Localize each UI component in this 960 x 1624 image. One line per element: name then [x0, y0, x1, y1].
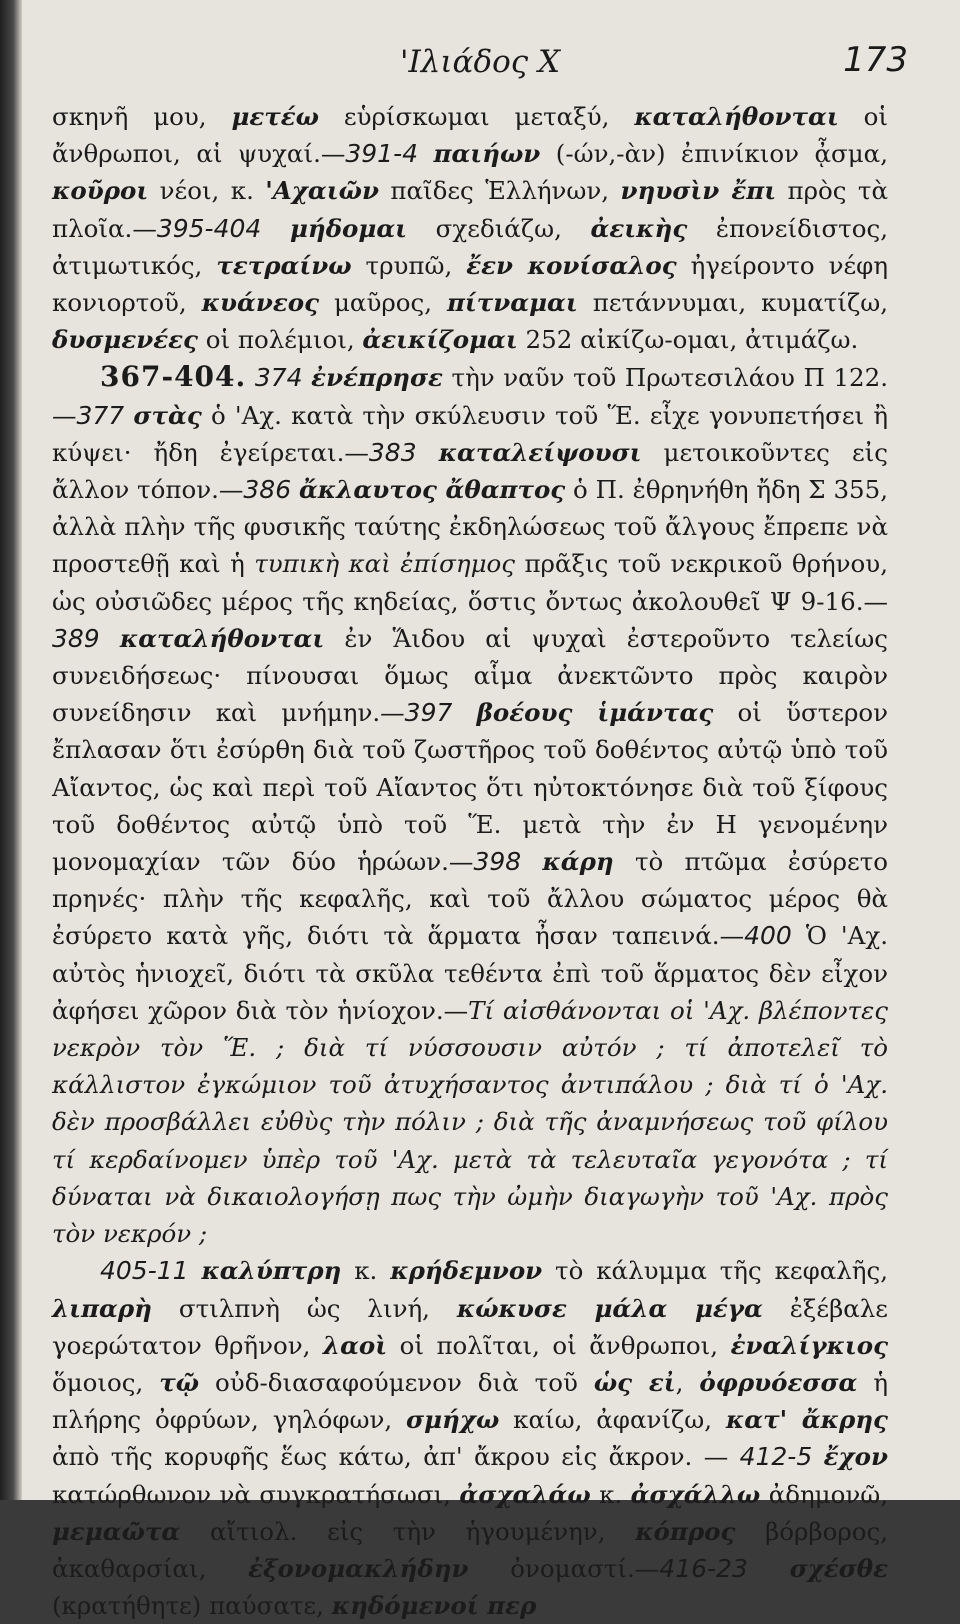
bold-term: ὀφρυόεσσα: [699, 1367, 858, 1397]
paragraph: 367-404. 374 ἐνέπρησε τὴν ναῦν τοῦ Πρωτεσιλάου Π 122.—377 στὰς ὁ 'Αχ. κατὰ τὴν σκύλευσιν τοῦ Ἕ. εἶχε γονυπετήσει ἢ κύψει· ἤδη ἐγείρεται.—383 καταλείψουσι μετοικοῦντες εἰς ἄλλον τόπον.—386 ἄκλαυτος ἄθαπτος ὁ Π. ἐθρηνήθη ἤδη Σ 355, ἀλλὰ πλὴν τῆς φυσικῆς ταύτης ἐκδηλώσεως τοῦ ἄλγους ἔπρεπε νὰ προστεθῇ καὶ ἡ τυπικὴ καὶ ἐπίσημος πρᾶξις τοῦ νεκρικοῦ θρήνου, ὡς οὐσιῶδες μέρος τῆς κηδείας, ὅστις ὄντως ἀκολουθεῖ Ψ 9-16.—389 καταλήθονται ἐν Ἅιδου αἱ ψυχαὶ ἐστεροῦντο τελείως συνειδήσεως· πίνουσαι ὅμως αἷμα ἀνεκτῶντο πρὸς καιρὸν συνείδησιν καὶ μνήμην.—397 βοέους ἱμάντας οἱ ὕστερον ἔπλασαν ὅτι ἐσύρθη διὰ τοῦ ζωστῆρος τοῦ δοθέντος αὐτῷ ὑπὸ τοῦ Αἴαντος, ὡς καὶ περὶ τοῦ Αἴαντος ὅτι ηὐτοκτόνησε διὰ τοῦ ξίφους τοῦ δοθέντος αὐτῷ ὑπὸ τοῦ Ἕ. μετὰ τὴν ἐν Η γενομένην μονομαχίαν τῶν δύο ἡρώων.—398 κάρη τὸ πτῶμα ἐσύρετο πρηνές· πλὴν τῆς κεφαλῆς, καὶ τοῦ ἄλλου σώματος μέρος θὰ ἐσύρετο κατὰ γῆς, διότι τὰ ἅρματα ἦσαν ταπεινά.—400 Ὁ 'Αχ. αὐτὸς ἡνιοχεῖ, διότι τὰ σκῦλα τεθέντα ἐπὶ τοῦ ἅρματος δὲν εἶχον ἀφήσει χῶρον διὰ τὸν ἡνίοχον.—Τί αἰσθάνονται οἱ 'Αχ. βλέποντες νεκρὸν τὸν Ἕ. ; διὰ τί νύσσουσιν αὐτόν ; τί ἀποτελεῖ τὸ κάλλιστον ἐγκώμιον τοῦ ἀτυχήσαντος ἀντιπάλου ; διὰ τί ὁ 'Αχ. δὲν προσβάλλει εὐθὺς τὴν πόλιν ; διὰ τῆς ἀναμνήσεως τοῦ φίλου τί κερδαίνομεν ὑπὲρ τοῦ 'Αχ. μετὰ τὰ τελευταῖα γεγονότα ; τί δύναται νὰ δικαιολογήσῃ πως τὴν ὠμὴν διαγωγὴν τοῦ 'Αχ. πρὸς τὸν νεκρόν ;: [52, 360, 889, 1249]
line-reference: 374: [254, 363, 303, 393]
page-number: 173: [843, 40, 908, 80]
bold-term: κρήδεμνον: [390, 1256, 543, 1286]
italic-text: Τί αἰσθάνονται οἱ 'Αχ. βλέποντες νεκρὸν τὸν Ἕ. ; διὰ τί νύσσουσιν αὐτόν ; τί ἀποτελεῖ τὸ κάλλιστον ἐγκώμιον τοῦ ἀτυχήσαντος ἀντιπάλου ; διὰ τί ὁ 'Αχ. δὲν προσβάλλει εὐθὺς τὴν πόλιν ; διὰ τῆς ἀναμνήσεως τοῦ φίλου τί κερδαίνομεν ὑπὲρ τοῦ 'Αχ. μετὰ τὰ τελευταῖα γεγονότα ; τί δύναται νὰ δικαιολογήσῃ πως τὴν ὠμὴν διαγωγὴν τοῦ 'Αχ. πρὸς τὸν νεκρόν ;: [52, 995, 888, 1249]
italic-text: τυπικὴ καὶ ἐπίσημος: [254, 549, 515, 579]
commentary-text: [52, 98, 888, 1624]
bold-term: ἀεικὴς: [590, 213, 688, 243]
line-reference: 377: [76, 400, 125, 430]
bold-term: κόπρος: [635, 1516, 736, 1546]
bold-term: σμήχω: [406, 1405, 500, 1435]
line-reference: 389: [52, 623, 100, 653]
line-reference: 391-4: [345, 139, 419, 169]
bold-term: κοῦροι: [52, 176, 149, 206]
line-reference: 405-11: [100, 1256, 189, 1286]
bold-term: τετραίνω: [216, 250, 352, 280]
bold-term: ἔεν κονίσαλος: [466, 250, 677, 280]
line-reference: 395-404: [156, 213, 262, 243]
bold-term: ἐξονομακλήδην: [248, 1553, 469, 1583]
bold-term: λιπαρὴ: [52, 1293, 152, 1323]
line-reference: 412-5: [739, 1442, 813, 1472]
bold-term: κυάνεος: [201, 288, 320, 318]
bold-term: μετέω: [231, 102, 320, 131]
bold-term: κηδόμενοί περ: [331, 1591, 537, 1621]
line-reference: 397: [404, 698, 453, 728]
bold-term: σχέσθε: [789, 1553, 888, 1583]
bold-term: ἀσχάλλω: [630, 1479, 761, 1509]
bold-term: κώκυσε μάλα μέγα: [456, 1293, 763, 1323]
line-reference: 400: [744, 921, 792, 951]
bold-term: πίτναμαι: [446, 288, 578, 318]
bold-term: ἐναλίγκιος: [730, 1330, 888, 1360]
line-reference: 383: [368, 437, 417, 467]
bold-term: λαοὶ: [322, 1330, 388, 1360]
bold-term: καταλήθονται: [119, 623, 325, 653]
bold-term: ἔχον: [823, 1442, 888, 1472]
bold-term: ὡς εἰ: [593, 1367, 676, 1397]
bold-term: παιήων: [433, 139, 541, 169]
section-heading: 367-404.: [100, 360, 247, 394]
bold-term: 'Αχαιῶν: [265, 176, 379, 206]
bold-term: βοέους ἱμάντας: [476, 698, 714, 728]
bold-term: μήδομαι: [289, 213, 408, 243]
bold-term: καλύπτρη: [201, 1256, 342, 1286]
paragraph: σκηνῆ μου, μετέω εὑρίσκωμαι μεταξύ, καταλήθονται οἱ ἄνθρωποι, αἱ ψυχαί.—391-4 παιήων (-ών,-ὰν) ἐπινίκιον ᾆσμα, κοῦροι νέοι, κ. 'Αχαιῶν παῖδες Ἑλλήνων, νηυσὶν ἔπι πρὸς τὰ πλοῖα.—395-404 μήδομαι σχεδιάζω, ἀεικὴς ἐπονείδιστος, ἀτιμωτικός, τετραίνω τρυπῶ, ἔεν κονίσαλος ἠγείροντο νέφη κονιορτοῦ, κυάνεος μαῦρος, πίτναμαι πετάννυμαι, κυματίζω, δυσμενέες οἱ πολέμιοι, ἀεικίζομαι 252 αἰκίζω-ομαι, ἀτιμάζω.: [52, 102, 889, 355]
bold-term: ἀσχαλάω: [459, 1479, 591, 1509]
running-title: 'Ιλιάδος X: [399, 44, 561, 80]
bold-term: καταλήθονται: [634, 102, 839, 131]
bold-term: ἀεικίζομαι: [362, 325, 518, 355]
line-reference: 398: [473, 847, 522, 877]
book-spine-shadow: [0, 0, 22, 1500]
bold-term: τῷ: [159, 1367, 200, 1397]
bold-term: καταλείψουσι: [438, 437, 642, 467]
bold-term: νηυσὶν ἔπι: [620, 176, 777, 206]
bold-term: δυσμενέες: [52, 325, 198, 355]
line-reference: 386: [243, 475, 292, 505]
bold-term: μεμαῶτα: [52, 1516, 181, 1546]
paragraph: 405-11 καλύπτρη κ. κρήδεμνον τὸ κάλυμμα τῆς κεφαλῆς, λιπαρὴ στιλπνὴ ὡς λινή, κώκυσε μάλα μέγα ἐξέβαλε γοερώτατον θρῆνον, λαοὶ οἱ πολῖται, οἱ ἄνθρωποι, ἐναλίγκιος ὅμοιος, τῷ οὐδ-διασαφούμενον διὰ τοῦ ὡς εἰ, ὀφρυόεσσα ἡ πλήρης ὀφρύων, γηλόφων, σμήχω καίω, ἀφανίζω, κατ' ἄκρης ἀπὸ τῆς κορυφῆς ἕως κάτω, ἀπ' ἄκρου εἰς ἄκρον. — 412-5 ἔχον κατώρθωνον νὰ συγκρατήσωσι, ἀσχαλάω κ. ἀσχάλλω ἀδημονῶ, μεμαῶτα αἴτιολ. εἰς τὴν ἡγουμένην, κόπρος βόρβορος, ἀκαθαρσίαι, ἐξονομακλήδην ὀνομαστί.—416-23 σχέσθε (κρατήθητε) παύσατε, κηδόμενοί περ: [52, 1256, 889, 1621]
bold-term: στὰς: [133, 400, 202, 430]
page-header: [0, 40, 960, 94]
bold-term: κάρη: [542, 847, 614, 877]
bold-term: ἄκλαυτος ἄθαπτος: [298, 475, 566, 505]
bold-term: κατ' ἄκρης: [725, 1405, 888, 1435]
line-reference: 416-23: [659, 1553, 748, 1583]
bold-term: ἐνέπρησε: [311, 363, 443, 393]
